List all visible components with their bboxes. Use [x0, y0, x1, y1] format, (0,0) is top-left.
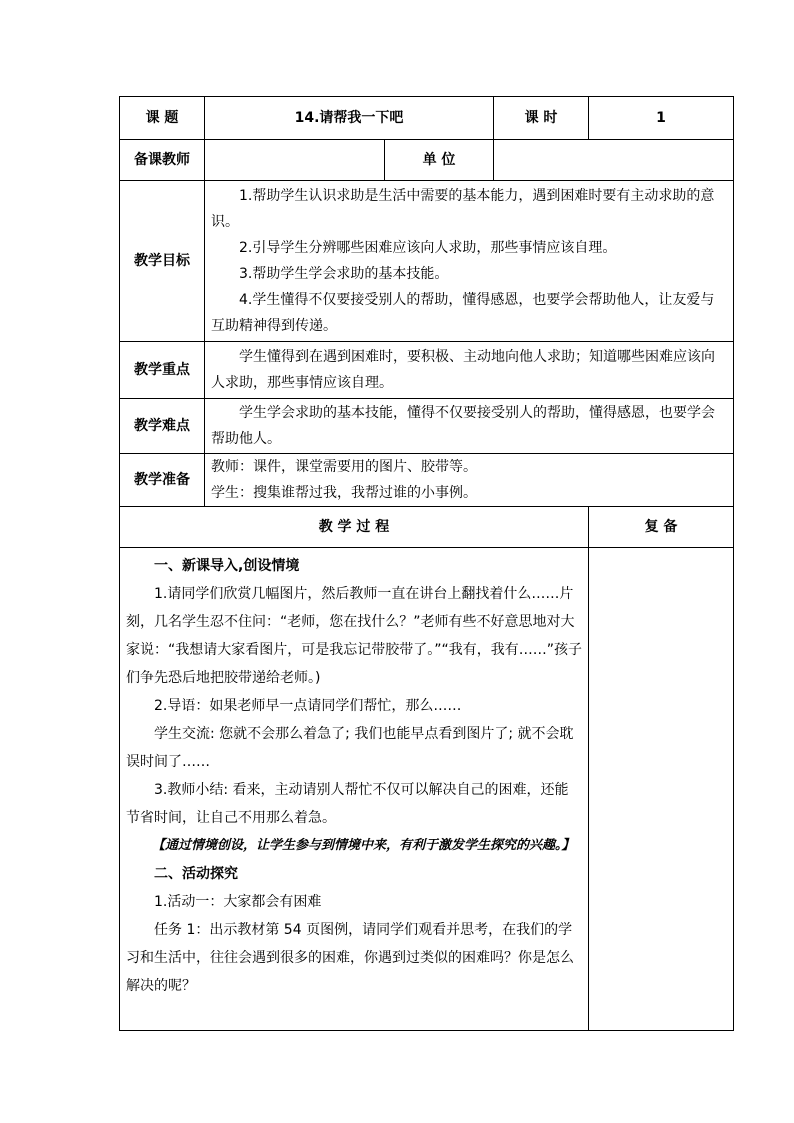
process-content	[120, 548, 589, 1031]
process-paragraph: 1.请同学们欣赏几幅图片，然后教师一直在讲台上翻找着什么……片刻，几名学生忍不住问：“老师，您在找什么？”老师有些不好意思地对大家说：“我想请大家看图片，可是我忘记带胶带了。”“我有，我有……”孩子们争先恐后地把胶带递给老师。)	[126, 586, 583, 686]
key-points-text: 学生懂得到在遇到困难时，要积极、主动地向他人求助；知道哪些困难应该向人求助，那些事情应该自理。	[211, 349, 715, 391]
topic-value: 14.请帮我一下吧	[205, 97, 494, 140]
difficult-points-row	[120, 399, 734, 454]
goal-item: 3.帮助学生学会求助的基本技能。	[239, 266, 449, 282]
period-value: 1	[589, 97, 734, 140]
goals-label: 教学目标	[120, 181, 205, 342]
difficult-points-text: 学生学会求助的基本技能，懂得不仅要接受别人的帮助，懂得感恩，也要学会帮助他人。	[211, 405, 715, 447]
design-note: 【通过情境创设，让学生参与到情境中来，有利于激发学生探究的兴趣。】	[152, 838, 575, 853]
preparation-students: 学生：搜集谁帮过我，我帮过谁的小事例。	[211, 485, 477, 501]
key-points-label: 教学重点	[120, 342, 205, 399]
process-content-row	[120, 548, 734, 1031]
topic-row	[120, 97, 734, 140]
goals-row	[120, 181, 734, 342]
key-points-row	[120, 342, 734, 399]
lesson-plan-table	[119, 96, 734, 1031]
review-content[interactable]	[589, 548, 734, 1031]
process-header-row	[120, 507, 734, 548]
section-title: 一、新课导入,创设情境	[154, 558, 300, 574]
preparation-row	[120, 454, 734, 507]
process-label: 教 学 过 程	[120, 507, 589, 548]
goal-item: 1.帮助学生认识求助是生活中需要的基本能力，遇到困难时要有主动求助的意识。	[211, 188, 715, 230]
preparation-label: 教学准备	[120, 454, 205, 507]
process-paragraph: 1.活动一：大家都会有困难	[154, 894, 322, 910]
teacher-value[interactable]	[205, 140, 385, 181]
section-title: 二、活动探究	[154, 866, 238, 882]
preparation-content	[205, 454, 734, 507]
teacher-row	[120, 140, 734, 181]
topic-label: 课 题	[120, 97, 205, 140]
unit-label: 单 位	[385, 140, 494, 181]
preparation-teacher: 教师：课件，课堂需要用的图片、胶带等。	[211, 459, 477, 475]
process-paragraph: 任务 1：出示教材第 54 页图例，请同学们观看并思考，在我们的学习和生活中，往往会遇到很多的困难，你遇到过类似的困难吗？你是怎么解决的呢？	[126, 922, 574, 994]
review-label: 复 备	[589, 507, 734, 548]
key-points-content	[205, 342, 734, 399]
process-paragraph: 3.教师小结: 看来，主动请别人帮忙不仅可以解决自己的困难，还能节省时间，让自己不用那么着急。	[126, 782, 569, 826]
goals-content	[205, 181, 734, 342]
goal-item: 4.学生懂得不仅要接受别人的帮助，懂得感恩，也要学会帮助他人，让友爱与互助精神得到传递。	[211, 292, 715, 334]
process-paragraph: 2.导语：如果老师早一点请同学们帮忙，那么……	[154, 698, 462, 714]
process-paragraph: 学生交流: 您就不会那么着急了; 我们也能早点看到图片了; 就不会耽误时间了……	[126, 726, 574, 770]
difficult-points-label: 教学难点	[120, 399, 205, 454]
unit-value[interactable]	[494, 140, 734, 181]
teacher-label: 备课教师	[120, 140, 205, 181]
difficult-points-content	[205, 399, 734, 454]
period-label: 课 时	[494, 97, 589, 140]
goal-item: 2.引导学生分辨哪些困难应该向人求助，那些事情应该自理。	[239, 240, 617, 256]
